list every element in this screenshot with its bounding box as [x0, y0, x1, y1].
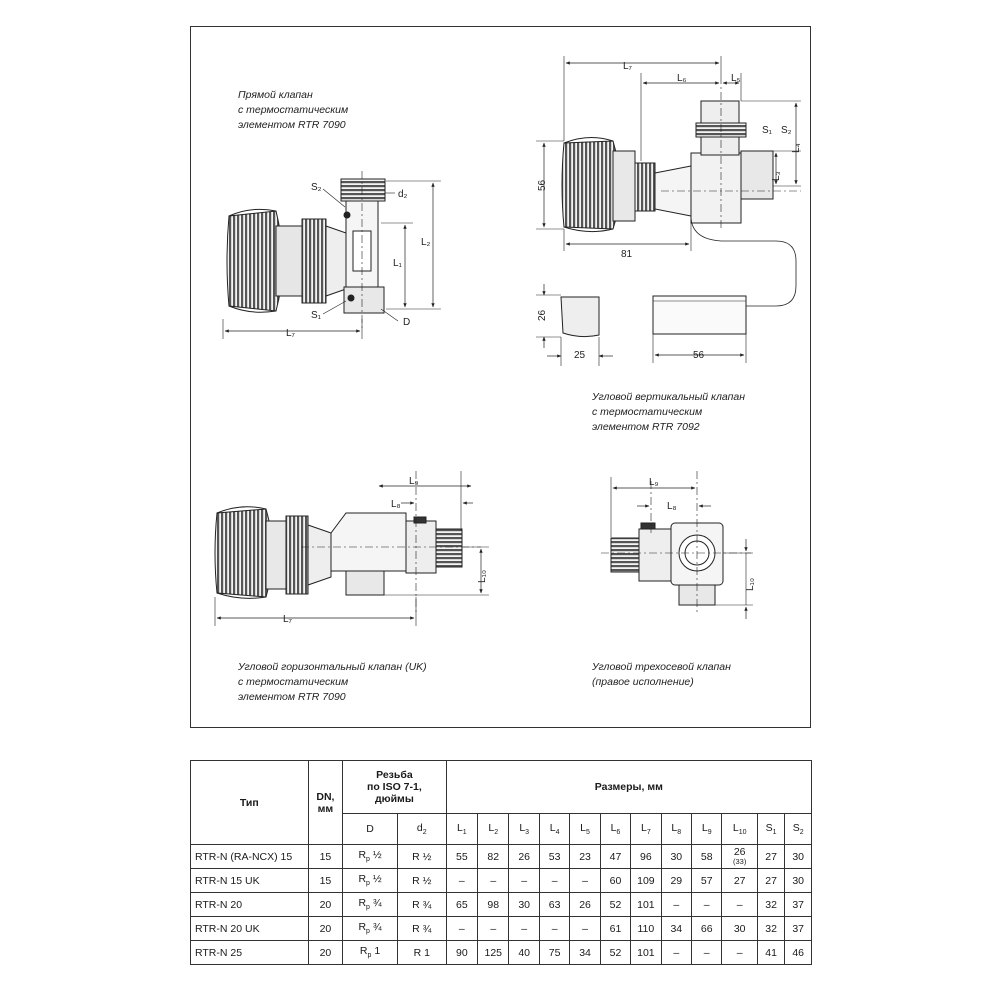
- label-w81: 81: [621, 249, 633, 260]
- label-s2: S₂: [781, 125, 792, 136]
- cell-dim-8: –: [692, 941, 722, 965]
- cell-dim-10: 32: [757, 917, 784, 941]
- cell-dim-9: –: [722, 893, 758, 917]
- label-s2: S₂: [311, 182, 322, 193]
- caption-angle-vertical-valve: Угловой вертикальный клапан с термостатическим элементом RTR 7092: [592, 391, 746, 433]
- label-l6: L₆: [677, 73, 687, 84]
- cell-D: $R_p$ ¾: [343, 917, 398, 941]
- cell-dim-5: 52: [600, 893, 630, 917]
- cell-dim-3: –: [539, 869, 569, 893]
- cell-dim-6: 109: [631, 869, 661, 893]
- cell-dim-0: –: [446, 869, 477, 893]
- label-l5: L₅: [731, 73, 741, 84]
- cell-dim-10: 32: [757, 893, 784, 917]
- thermostat-knob: [215, 509, 273, 597]
- label-l10: L₁₀: [477, 569, 488, 583]
- label-w56: 56: [693, 350, 705, 361]
- header-dim-8: $L_9$: [692, 814, 722, 845]
- cell-dim-8: 57: [692, 869, 722, 893]
- label-l4: L₄: [791, 143, 802, 153]
- cell-dim-11: 30: [785, 845, 812, 869]
- cell-dim-7: 30: [661, 845, 691, 869]
- cell-type: RTR-N 25: [191, 941, 309, 965]
- cell-dim-7: –: [661, 941, 691, 965]
- label-h56: 56: [537, 179, 548, 191]
- cell-dim-4: 26: [570, 893, 600, 917]
- cell-dim-7: 34: [661, 917, 691, 941]
- header-dim-5: $L_6$: [600, 814, 630, 845]
- remote-sensor-box: [653, 296, 746, 334]
- cell-dim-9: –: [722, 941, 758, 965]
- table-row: [191, 893, 812, 917]
- header-dim-1: $L_2$: [478, 814, 509, 845]
- cell-note: (33): [733, 857, 747, 866]
- cell-type: RTR-N 15 UK: [191, 869, 309, 893]
- cell-dim-9: 27: [722, 869, 758, 893]
- cell-dim-2: 30: [509, 893, 539, 917]
- cell-dn: 15: [308, 869, 342, 893]
- label-l9: L₉: [649, 477, 659, 488]
- label-w25: 25: [574, 350, 586, 361]
- cell-dim-6: 101: [631, 941, 661, 965]
- cell-D: $R_p$ ¾: [343, 893, 398, 917]
- cell-type: RTR-N 20: [191, 893, 309, 917]
- cell-dim-4: –: [570, 917, 600, 941]
- cell-dim-9: 26 (33): [722, 845, 758, 869]
- label-l10: L₁₀: [745, 577, 756, 591]
- cell-d2: R 1: [397, 941, 446, 965]
- table-row: [191, 869, 812, 893]
- cell-dim-1: 98: [478, 893, 509, 917]
- cell-dim-10: 27: [757, 869, 784, 893]
- cell-D: $R_p$ 1: [343, 941, 398, 965]
- angle-vertical-valve-drawing: [536, 56, 801, 366]
- header-D: D: [343, 814, 398, 845]
- cell-dim-6: 110: [631, 917, 661, 941]
- cell-dim-8: –: [692, 893, 722, 917]
- cell-dim-2: 26: [509, 845, 539, 869]
- thermostat-knob: [562, 141, 620, 229]
- cell-dim-1: 82: [478, 845, 509, 869]
- cell-dim-0: 55: [446, 845, 477, 869]
- cell-dim-0: 65: [446, 893, 477, 917]
- cell-dim-3: 53: [539, 845, 569, 869]
- header-dim-10: $S_1$: [757, 814, 784, 845]
- cell-dim-7: 29: [661, 869, 691, 893]
- label-l8: L₈: [391, 499, 401, 510]
- label-l8: L₈: [667, 501, 677, 512]
- cell-dim-1: –: [478, 917, 509, 941]
- header-dimensions: Размеры, мм: [446, 761, 811, 814]
- cell-dn: 20: [308, 941, 342, 965]
- header-dim-7: $L_8$: [661, 814, 691, 845]
- label-s1: S₁: [311, 310, 322, 321]
- cell-dim-11: 37: [785, 917, 812, 941]
- cell-dim-11: 30: [785, 869, 812, 893]
- header-dim-2: $L_3$: [509, 814, 539, 845]
- label-d2: d₂: [398, 189, 408, 200]
- header-dim-3: $L_4$: [539, 814, 569, 845]
- cell-dim-8: 58: [692, 845, 722, 869]
- cell-dim-5: 61: [600, 917, 630, 941]
- cell-dim-11: 37: [785, 893, 812, 917]
- cell-D: $R_p$ ½: [343, 869, 398, 893]
- drawing-frame: [190, 26, 811, 728]
- angle-horizontal-valve-drawing: [215, 471, 489, 626]
- table-row: [191, 917, 812, 941]
- header-dim-9: $L_{10}$: [722, 814, 758, 845]
- label-d: D: [403, 317, 411, 328]
- cell-dim-3: –: [539, 917, 569, 941]
- label-l9: L₉: [409, 476, 419, 487]
- header-dn: DN, мм: [308, 761, 342, 845]
- cell-dim-11: 46: [785, 941, 812, 965]
- label-l2: L₂: [421, 237, 431, 248]
- cell-dim-0: –: [446, 917, 477, 941]
- cell-d2: R ¾: [397, 917, 446, 941]
- cell-dim-9: 30: [722, 917, 758, 941]
- cell-dim-8: 66: [692, 917, 722, 941]
- cell-dim-1: –: [478, 869, 509, 893]
- header-dim-6: $L_7$: [631, 814, 661, 845]
- cell-dim-10: 41: [757, 941, 784, 965]
- label-l7: L₇: [623, 61, 632, 72]
- cell-dim-3: 75: [539, 941, 569, 965]
- header-thread: Резьба по ISO 7-1, дюймы: [343, 761, 446, 814]
- caption-three-axis-valve: Угловой трехосевой клапан (правое исполнение): [592, 661, 731, 688]
- cell-type: RTR-N 20 UK: [191, 917, 309, 941]
- cell-dim-6: 101: [631, 893, 661, 917]
- cell-dim-5: 47: [600, 845, 630, 869]
- cell-dim-4: 23: [570, 845, 600, 869]
- cell-dim-7: –: [661, 893, 691, 917]
- label-l7: L₇: [283, 614, 292, 625]
- label-h26: 26: [537, 309, 548, 321]
- cell-dim-4: –: [570, 869, 600, 893]
- label-l3: L₃: [771, 171, 782, 181]
- cell-dn: 20: [308, 893, 342, 917]
- cell-d2: R ½: [397, 869, 446, 893]
- cell-dn: 15: [308, 845, 342, 869]
- cell-dim-4: 34: [570, 941, 600, 965]
- sensor-cap: [561, 297, 599, 337]
- header-d2: $d_2$: [397, 814, 446, 845]
- header-dim-11: $S_2$: [785, 814, 812, 845]
- cell-type: RTR-N (RA-NCX) 15: [191, 845, 309, 869]
- caption-straight-valve: Прямой клапан с термостатическим элементом RTR 7090: [238, 89, 349, 131]
- label-s1: S₁: [762, 125, 773, 136]
- cell-dim-5: 60: [600, 869, 630, 893]
- straight-valve-drawing: [223, 171, 441, 339]
- table-row: [191, 941, 812, 965]
- header-dim-0: $L_1$: [446, 814, 477, 845]
- cell-dim-3: 63: [539, 893, 569, 917]
- cell-dim-1: 125: [478, 941, 509, 965]
- label-l7: L₇: [286, 328, 295, 339]
- spec-table: [190, 760, 812, 965]
- cell-dim-2: –: [509, 869, 539, 893]
- cell-dn: 20: [308, 917, 342, 941]
- cell-d2: R ½: [397, 845, 446, 869]
- header-dim-4: $L_5$: [570, 814, 600, 845]
- cell-dim-5: 52: [600, 941, 630, 965]
- thermostat-knob: [227, 211, 283, 311]
- caption-angle-horizontal-valve: Угловой горизонтальный клапан (UK) с термостатическим элементом RTR 7090: [238, 661, 427, 703]
- cell-dim-2: –: [509, 917, 539, 941]
- cell-dim-10: 27: [757, 845, 784, 869]
- cell-dim-6: 96: [631, 845, 661, 869]
- header-type: Тип: [191, 761, 309, 845]
- cell-dim-0: 90: [446, 941, 477, 965]
- table-row: [191, 845, 812, 869]
- label-l1: L₁: [393, 258, 402, 269]
- cell-D: $R_p$ ½: [343, 845, 398, 869]
- three-axis-valve-drawing: [601, 471, 753, 619]
- cell-d2: R ¾: [397, 893, 446, 917]
- cell-dim-2: 40: [509, 941, 539, 965]
